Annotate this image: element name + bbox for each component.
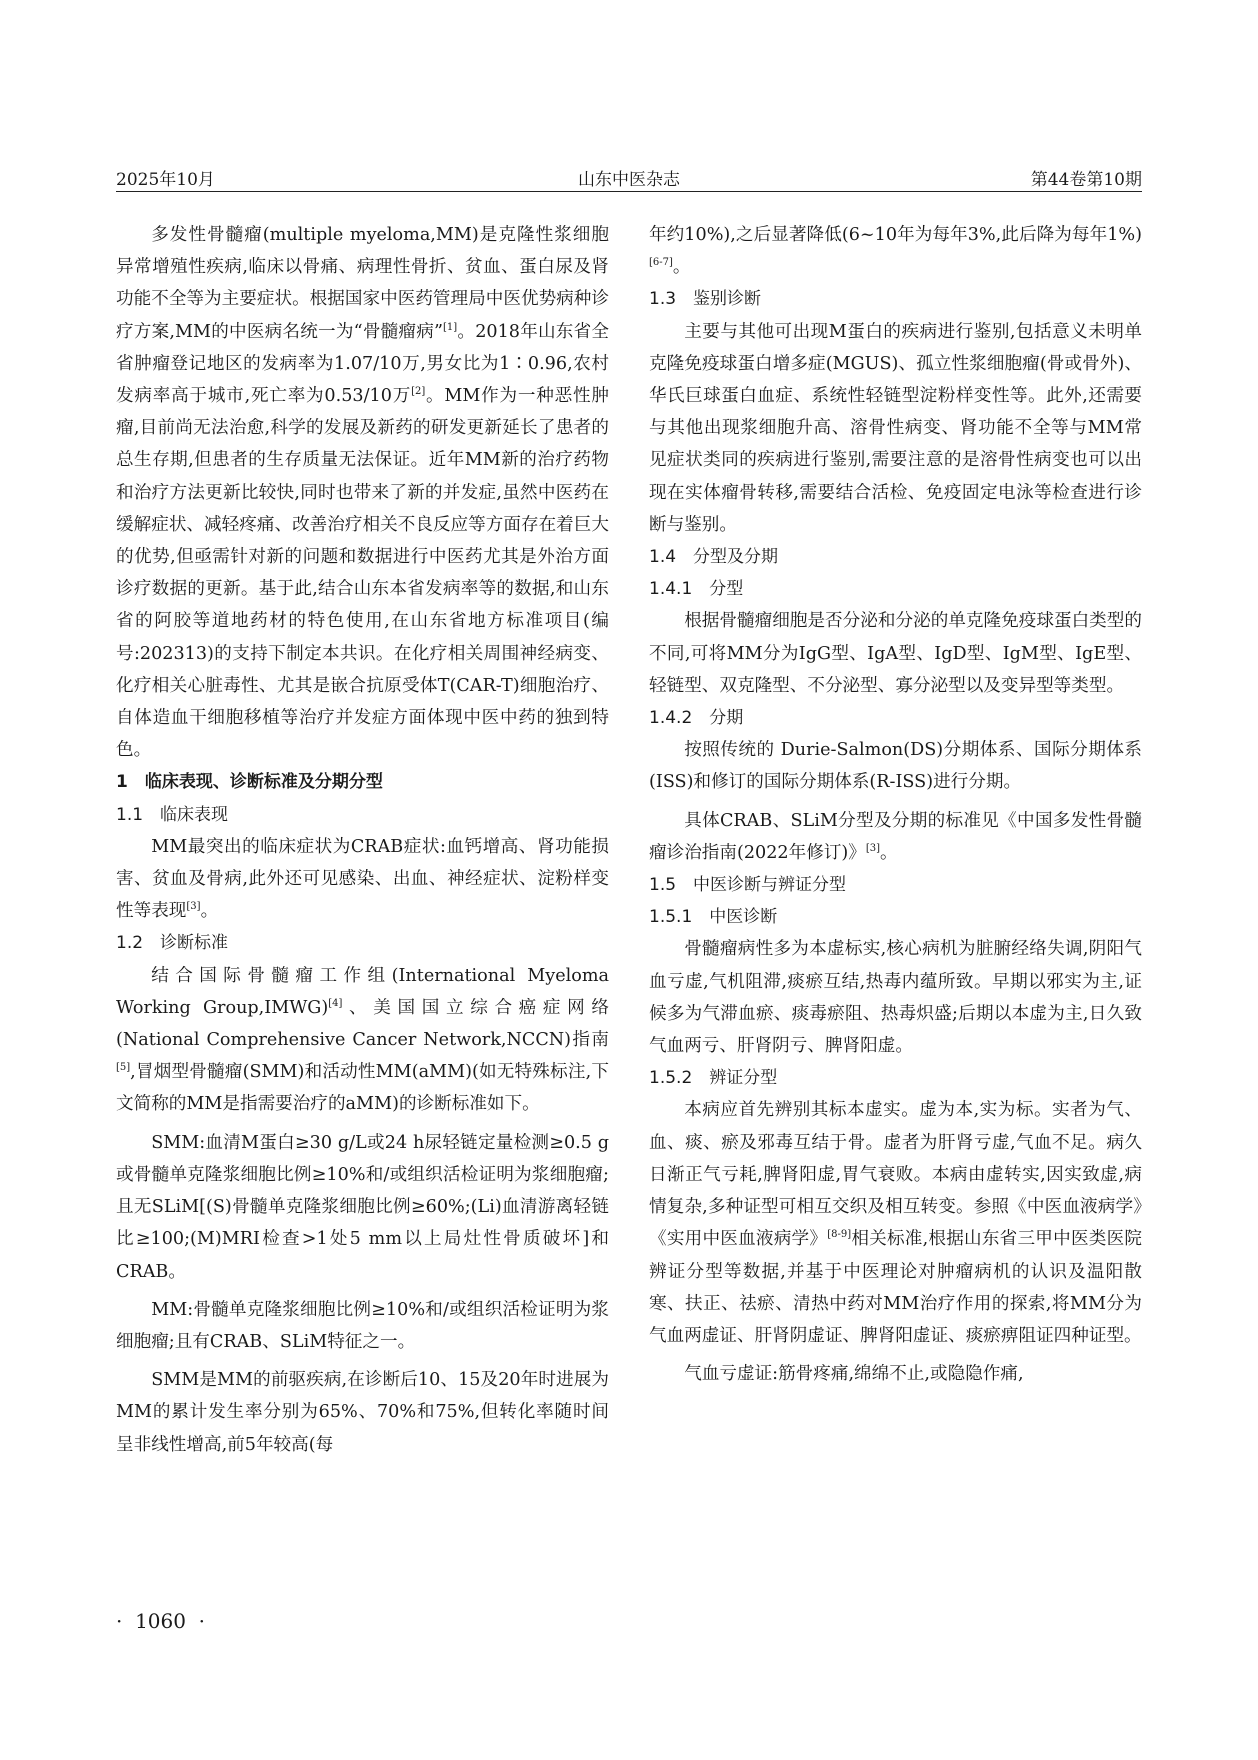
section-heading-1-4: 1.4 分型及分期 (649, 547, 779, 568)
right-column (649, 219, 1142, 1390)
section-heading-1-1: 1.1 临床表现 (116, 804, 229, 825)
left-column (116, 219, 609, 1461)
section-heading-1: 1 临床表现、诊断标准及分期分型 (116, 772, 383, 793)
citation-4[interactable]: [4] (328, 998, 343, 1010)
section-heading-1-5: 1.5 中医诊断与辨证分型 (649, 875, 847, 896)
tcm-diagnosis-paragraph: 骨髓瘤病性多为本虚标实,核心病机为脏腑经络失调,阴阳气血亏虚,气机阻滞,痰瘀互结,热毒内蕴所致。早期以邪实为主,证候多为气滞血瘀、痰毒瘀阻、热毒炽盛;后期以本虚为主,日久致气血两亏、肝肾阴亏、脾肾阳虚。 (649, 939, 1142, 1057)
diagnosis-paragraph: 结合国际骨髓瘤工作组(International Myeloma Working Group,IMWG)[4]、美国国立综合癌症网络(National Comprehensive Cancer Network,NCCN)指南[5],冒烟型骨髓瘤(SMM)和活动性MM(aMM)(如无特殊标注,下文简称的MM是指需要治疗的aMM)的诊断标准如下。 (116, 965, 609, 1115)
smm-progression-paragraph: SMM是MM的前驱疾病,在诊断后10、15及20年时进展为MM的累计发生率分别为65%、70%和75%,但转化率随时间呈非线性增高,前5年较高(每 (116, 1370, 609, 1455)
section-heading-1-5-1: 1.5.1 中医诊断 (649, 907, 778, 928)
citation-8-9[interactable]: [8-9] (827, 1229, 852, 1241)
smm-criteria-paragraph: SMM:血清M蛋白≥30 g/L或24 h尿轻链定量检测≥0.5 g或骨髓单克隆浆细胞比例≥10%和/或组织活检证明为浆细胞瘤;且无SLiM[(S)骨髓单克隆浆细胞比例≥60%;(Li)血清游离轻链比≥100;(M)MRI检查>1处5 mm以上局灶性骨质破坏]和CRAB。 (116, 1132, 609, 1282)
staging-paragraph: 按照传统的 Durie-Salmon(DS)分期体系、国际分期体系(ISS)和修订的国际分期体系(R-ISS)进行分期。 (649, 740, 1142, 793)
progression-continued-paragraph: 年约10%),之后显著降低(6~10年为每年3%,此后降为每年1%)[6-7]。 (649, 225, 1142, 278)
qi-blood-deficiency-paragraph: 气血亏虚证:筋骨疼痛,绵绵不止,或隐隐作痛, (684, 1364, 1024, 1385)
clinical-paragraph: MM最突出的临床症状为CRAB症状:血钙增高、肾功能损害、贫血及骨病,此外还可见感染、出血、神经症状、淀粉样变性等表现[3]。 (116, 836, 609, 922)
section-heading-1-4-1: 1.4.1 分型 (649, 579, 744, 600)
citation-5[interactable]: [5] (116, 1062, 131, 1074)
citation-2[interactable]: [2] (411, 386, 426, 398)
citation-6-7[interactable]: [6-7] (649, 257, 673, 269)
mm-criteria-paragraph: MM:骨髓单克隆浆细胞比例≥10%和/或组织活检证明为浆细胞瘤;且有CRAB、SLiM特征之一。 (116, 1299, 609, 1352)
typing-paragraph: 根据骨髓瘤细胞是否分泌和分泌的单克隆免疫球蛋白类型的不同,可将MM分为IgG型、IgA型、IgD型、IgM型、IgE型、轻链型、双克隆型、不分泌型、寡分泌型以及变异型等类型。 (649, 611, 1142, 696)
intro-paragraph: 多发性骨髓瘤(multiple myeloma,MM)是克隆性浆细胞异常增殖性疾病,临床以骨痛、病理性骨折、贫血、蛋白尿及肾功能不全等为主要症状。根据国家中医药管理局中医优势病种诊疗方案,MM的中医病名统一为“骨髓瘤病”[1]。2018年山东省全省肿瘤登记地区的发病率为1.07/10万,男女比为1∶0.96,农村发病率高于城市,死亡率为0.53/10万[2]。MM作为一种恶性肿瘤,目前尚无法治愈,科学的发展及新药的研发更新延长了患者的总生存期,但患者的生存质量无法保证。近年MM新的治疗药物和治疗方法更新比较快,同时也带来了新的并发症,虽然中医药在缓解症状、减轻疼痛、改善治疗相关不良反应等方面存在着巨大的优势,但亟需针对新的问题和数据进行中医药尤其是外治方面诊疗数据的更新。基于此,结合山东本省发病率等的数据,和山东省的阿胶等道地药材的特色使用,在山东省地方标准项目(编号:202313)的支持下制定本共识。在化疗相关周围神经病变、化疗相关心脏毒性、尤其是嵌合抗原受体T(CAR-T)细胞治疗、自体造血干细胞移植等治疗并发症方面体现中医中药的独到特色。 (116, 225, 609, 761)
syndrome-paragraph: 本病应首先辨别其标本虚实。虚为本,实为标。实者为气、血、痰、瘀及邪毒互结于骨。虚者为肝肾亏虚,气血不足。病久日渐正气亏耗,脾肾阳虚,胃气衰败。本病由虚转实,因实致虚,病情复杂,多种证型可相互交织及相互转变。参照《中医血液病学》《实用中医血液病学》[8-9]相关标准,根据山东省三甲中医类医院辨证分型等数据,并基于中医理论对肿瘤病机的认识及温阳散寒、扶正、祛瘀、清热中药对MM治疗作用的探索,将MM分为气血两虚证、肝肾阴虚证、脾肾阳虚证、痰瘀痹阻证四种证型。 (649, 1100, 1142, 1346)
section-heading-1-5-2: 1.5.2 辨证分型 (649, 1068, 778, 1089)
differential-paragraph: 主要与其他可出现M蛋白的疾病进行鉴别,包括意义未明单克隆免疫球蛋白增多症(MGUS)、孤立性浆细胞瘤(骨或骨外)、华氏巨球蛋白血症、系统性轻链型淀粉样变性等。此外,还需要与其他出现浆细胞升高、溶骨性病变、肾功能不全等与MM常见症状类同的疾病进行鉴别,需要注意的是溶骨性病变也可以出现在实体瘤骨转移,需要结合活检、免疫固定电泳等检查进行诊断与鉴别。 (649, 321, 1142, 535)
section-heading-1-4-2: 1.4.2 分期 (649, 708, 744, 729)
section-heading-1-3: 1.3 鉴别诊断 (649, 289, 762, 310)
citation-3b[interactable]: [3] (865, 843, 881, 854)
citation-1[interactable]: [1] (443, 321, 458, 333)
section-heading-1-2: 1.2 诊断标准 (116, 933, 229, 954)
journal-name: 山东中医杂志 (578, 170, 680, 190)
citation-3[interactable]: [3] (186, 901, 201, 913)
issue-date: 2025年10月 (116, 170, 215, 190)
page-number: · 1060 · (116, 1609, 206, 1633)
crab-reference-paragraph: 具体CRAB、SLiM分型及分期的标准见《中国多发性骨髓瘤诊治指南(2022年修订)》[3]。 (649, 810, 1142, 863)
running-header (116, 165, 1142, 192)
volume-issue: 第44卷第10期 (1030, 170, 1142, 190)
